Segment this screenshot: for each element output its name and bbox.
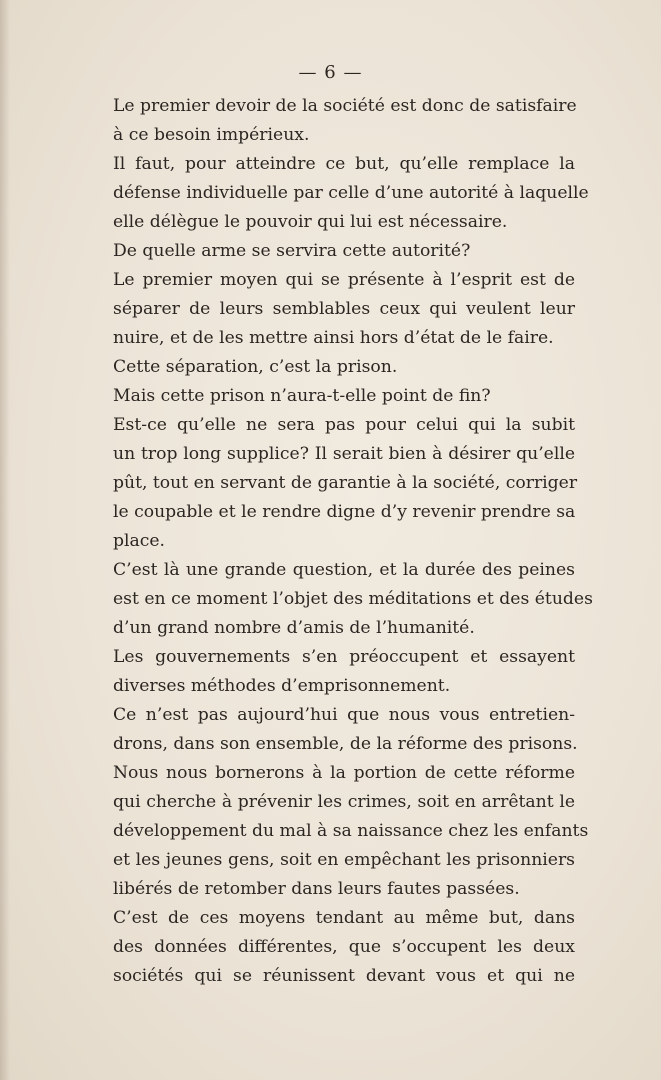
text-line: séparer de leurs semblables ceux qui veulent leur bbox=[113, 299, 575, 319]
text-line: De quelle arme se servira cette autorité? bbox=[113, 241, 471, 261]
text-line: Le premier moyen qui se présente à l’esprit est de bbox=[113, 270, 575, 290]
text-line: Il faut, pour atteindre ce but, qu’elle remplace la bbox=[113, 154, 575, 174]
text-line: des données différentes, que s’occupent les deux bbox=[113, 937, 575, 957]
text-line: à ce besoin impérieux. bbox=[113, 125, 310, 145]
text-line: le coupable et le rendre digne d’y revenir prendre sa bbox=[113, 502, 576, 522]
text-line: Cette séparation, c’est la prison. bbox=[113, 357, 398, 377]
text-line: drons, dans son ensemble, de la réforme des prisons. bbox=[113, 734, 578, 754]
text-line: place. bbox=[113, 531, 166, 551]
text-line: un trop long supplice? Il serait bien à désirer qu’elle bbox=[113, 444, 575, 464]
text-line: C’est là une grande question, et la durée des peines bbox=[113, 560, 575, 580]
text-line: défense individuelle par celle d’une autorité à laquelle bbox=[113, 183, 589, 203]
text-line: diverses méthodes d’emprisonnement. bbox=[113, 676, 451, 696]
text-line: Les gouvernements s’en préoccupent et essayent bbox=[113, 647, 575, 667]
text-line: Ce n’est pas aujourd’hui que nous vous entretien- bbox=[113, 705, 575, 725]
text-line: nuire, et de les mettre ainsi hors d’état de le faire. bbox=[113, 328, 554, 348]
text-line: d’un grand nombre d’amis de l’humanité. bbox=[113, 618, 475, 638]
text-line: Nous nous bornerons à la portion de cette réforme bbox=[113, 763, 575, 783]
text-line: libérés de retomber dans leurs fautes passées. bbox=[113, 879, 520, 899]
text-line: développement du mal à sa naissance chez les enfants bbox=[113, 821, 589, 841]
text-line: et les jeunes gens, soit en empêchant les prisonniers bbox=[113, 850, 575, 870]
body-text bbox=[113, 92, 593, 991]
text-line: C’est de ces moyens tendant au même but, dans bbox=[113, 908, 575, 928]
page-number: — 6 — bbox=[298, 62, 363, 83]
page-edge-shadow bbox=[0, 0, 10, 1080]
text-line: qui cherche à prévenir les crimes, soit en arrêtant le bbox=[113, 792, 575, 812]
text-line: elle délègue le pouvoir qui lui est nécessaire. bbox=[113, 212, 508, 232]
text-line: Mais cette prison n’aura-t-elle point de fin? bbox=[113, 386, 491, 406]
text-line: pût, tout en servant de garantie à la société, corriger bbox=[113, 473, 578, 493]
text-line: Est-ce qu’elle ne sera pas pour celui qui la subit bbox=[113, 415, 575, 435]
text-line: sociétés qui se réunissent devant vous et qui ne bbox=[113, 966, 575, 986]
text-line: Le premier devoir de la société est donc de satisfaire bbox=[113, 96, 577, 116]
text-line: est en ce moment l’objet des méditations et des études bbox=[113, 589, 593, 609]
